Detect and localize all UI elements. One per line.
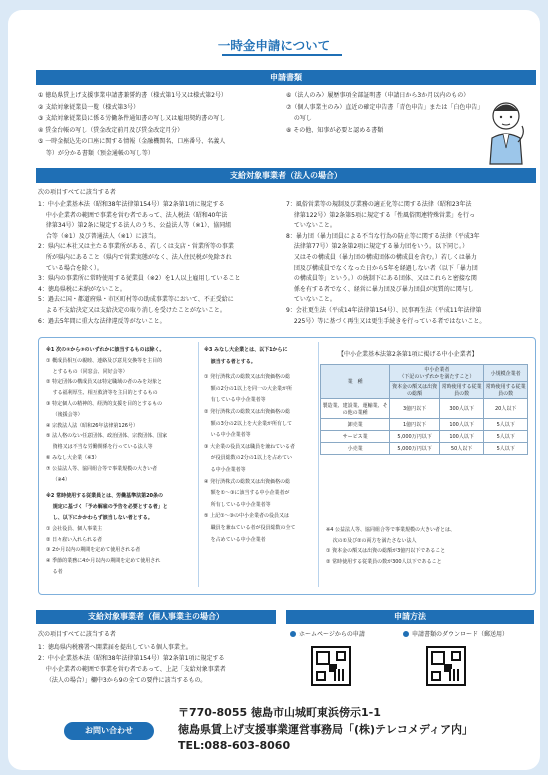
corp-requirement: 又はその構成員（暴力団の構成団体の構成員を含む。）若しくは暴力 <box>286 254 477 261</box>
note-line: 額の2分の1以上を同一の大企業が所 <box>204 385 292 392</box>
contact-office: 徳島県賃上げ支援事業運営事務局「(株)テレコメディア内」 <box>178 723 473 736</box>
table-cell: サービス業 <box>321 431 390 443</box>
apply-homepage-label: ホームページからの申請 <box>290 630 365 640</box>
document-item: の写し <box>286 115 312 122</box>
corp-requirement: 2：県内に本社又は主たる事業所がある、若しくは支店・営業所等の事業 <box>38 243 234 251</box>
document-item: ① 徳島県賃上げ支援事業申請書兼誓約書（様式第1号又は様式第2号） <box>38 92 227 99</box>
note-line: 有している中小企業者等 <box>204 397 266 404</box>
document-item: ⑥（法人のみ）履歴事項全部証明書（申請日から3か月以内のもの） <box>286 92 470 99</box>
corp-requirement: 団及び構成員でなくなった日から5年を経過しない者（以下「暴力団 <box>286 264 478 272</box>
table-cell: 1億円以下 <box>390 419 439 431</box>
table-cell: 3億円以下 <box>390 399 439 419</box>
note-line: 資格又は不当な労働関係を行っている法人等 <box>46 444 153 451</box>
table-header-small: 小規模企業者 <box>484 365 528 382</box>
individual-requirement: 中小企業者の範囲で事業を営む者であって、上記「支給対象事業者 <box>38 666 226 673</box>
table-row <box>321 399 528 419</box>
document-item: ③ 支給対象従業員に係る労働条件通知書の写し又は雇用契約書の写し <box>38 115 226 122</box>
note-line: 額を①〜③に該当する中小企業者が <box>204 490 290 497</box>
table-cell: 5人以下 <box>484 431 528 443</box>
download-qr-code[interactable] <box>426 646 466 686</box>
document-item: ⑦（個人事業主のみ）直近の確定申告書「青色申告」または「白色申告」 <box>286 103 484 111</box>
note-line: る者 <box>46 569 63 575</box>
table-row <box>321 443 528 455</box>
note-line: ※4 公益法人等、協同組合等で事業規模の大きい者とは、 <box>326 527 455 533</box>
note-line: 該当する者とする。 <box>204 358 256 365</box>
note-line: いる中小企業者等 <box>204 432 251 439</box>
note-line: ② 特定団体の構成員又は特定職域の者のみを対象と <box>46 379 163 386</box>
homepage-qr-code[interactable] <box>311 646 351 686</box>
table-cell: 50人以下 <box>439 443 484 455</box>
table-cell: 小売業 <box>321 443 390 455</box>
table-header-industry: 業 種 <box>321 365 390 399</box>
note-line: 規定に基づく「予め解雇の予告を必要とする者」と <box>46 504 168 511</box>
sme-table <box>320 364 528 455</box>
flyer-page <box>8 10 540 770</box>
documents-header: 申請書類 <box>36 70 536 85</box>
contact-address: 〒770-8055 徳島市山城町東浜傍示1-1 <box>178 706 381 719</box>
note-line: ① 会社役員、個人事業主 <box>46 525 103 532</box>
pin-icon <box>290 631 296 637</box>
note-line: ⑤ 法人格のない任意団体、政治団体、宗教団体、国家 <box>46 433 168 440</box>
pin-icon <box>403 631 409 637</box>
note-line: とするもの（同窓会、同好会等） <box>46 368 128 375</box>
document-item: ⑤ 一時金振込先の口座に関する情報（金融機関名、口座番号、名義人 <box>38 138 226 145</box>
corp-requirement: 中小企業者の範囲で事業を営む者であって、法人税法（昭和40年法 <box>38 211 228 219</box>
document-item: ② 支給対象従業員一覧（様式第3号） <box>38 103 140 111</box>
notes-divider <box>318 342 319 587</box>
note-line: （※4） <box>46 476 70 483</box>
corp-requirement: 合等（※1）及び普通法人（※1）に該当。 <box>38 232 160 240</box>
corp-requirement: の構成員等」という。）の統制下にある団体、又はこれらと密接な関 <box>286 275 477 283</box>
note-line: ⑥ みなし大企業（※3） <box>46 455 100 461</box>
corp-requirement: 1：中小企業基本法（昭和38年法律第154号）第2条第1項に規定する <box>38 201 225 208</box>
note-line: ⑦ 公益法人等、協同組合等で事業規模の大きい者 <box>46 465 158 472</box>
corp-requirement: 法律第77号）第2条第2項に規定する暴力団をいう。以下同じ。） <box>286 243 469 251</box>
note-line: を占めている中小企業者 <box>204 536 266 543</box>
individual-header: 支給対象事業者（個人事業主の場合） <box>36 610 276 624</box>
corp-requirement: ていないこと。 <box>286 296 336 304</box>
note-line: る中小企業者等 <box>204 467 246 473</box>
note-line: ③ 大企業の役員又は職員を兼ねている者 <box>204 443 295 450</box>
corp-requirement: 係を有する者でなく、経営に暴力団及び暴力団員が実質的に関与し <box>286 285 474 293</box>
apply-header: 申請方法 <box>286 610 534 624</box>
individual-requirement: （法人の場合）」欄中3から9の全ての要件に該当するもの。 <box>38 677 207 684</box>
note-line: 所有している中小企業者等 <box>204 501 271 508</box>
corp-requirement: 3：県内の事業所に常時使用する従業員（※2）を1人以上雇用していること <box>38 275 241 283</box>
corp-requirement: 6：過去5年間に重大な法律違反等がないこと。 <box>38 317 166 325</box>
note-line: し、以下にかかわらず該当しない者とする。 <box>46 515 153 521</box>
table-row <box>321 431 528 443</box>
individual-requirement: 2：中小企業基本法（昭和38年法律第154号）第2条第1項に規定する <box>38 655 225 662</box>
table-cell: 300人以下 <box>439 399 484 419</box>
note-line: 職員を兼ねている者が役員総数の全て <box>204 525 296 531</box>
individual-requirement: 1：徳島県内税務署へ開業届を提出している個人事業主。 <box>38 644 192 651</box>
note-line: ② 常時使用する従業員の数が300人以下であること <box>326 558 442 565</box>
note-line: ② 発行済株式の総数又は出資価格の総 <box>204 409 291 415</box>
table-header-small-employees: 常時使用する従業員の数 <box>484 382 528 399</box>
contact-button: お問い合わせ <box>64 722 154 740</box>
note-line: ※1 次の①から③のいずれかに該当するものは除く。 <box>46 347 165 353</box>
table-title: 【中小企業基本法第2条第1項に掲げる中小企業者】 <box>338 351 478 358</box>
table-cell: 20人以下 <box>484 399 528 419</box>
table-cell: 100人以下 <box>439 419 484 431</box>
note-line: （後援会等） <box>46 411 83 418</box>
corp-requirement: 7：風俗営業等の規制及び業務の適正化等に関する法律（昭和23年法 <box>286 201 472 208</box>
table-cell: 5,000万円以下 <box>390 431 439 443</box>
note-line: 額の3分の2以上を大企業が所有して <box>204 420 292 427</box>
corp-requirement: 5：過去に国・都道府県・市区町村等の助成事業等において、不正受給に <box>38 296 234 304</box>
table-cell: 5人以下 <box>484 419 528 431</box>
title-underline <box>222 54 342 56</box>
note-line: ③ 特定個人の精神的、経済的支援を目的とするもの <box>46 401 163 407</box>
corp-requirement: 8：暴力団（暴力団員による不当な行為の防止等に関する法律（平成3年 <box>286 232 480 240</box>
corp-requirement: ている場合を除く）。 <box>38 264 103 272</box>
corp-requirement: 所が県内にあること（県内で営業実態がなく、法人住民税が免除され <box>38 254 232 261</box>
corp-header: 支給対象事業者（法人の場合） <box>36 168 536 183</box>
corp-requirement: 9：会社更生法（平成14年法律第154号）、民事再生法（平成11年法律第 <box>286 307 482 314</box>
note-line: ※2 常時使用する従業員とは、労働基準法第20条の <box>46 493 164 500</box>
note-line: が役員総数の2分の1以上を占めてい <box>204 455 292 462</box>
note-line: する福利厚生、相互救済等を主目的とするもの <box>46 390 158 397</box>
table-header-sme: 中小企業者 （下記のいずれかを満たすこと） <box>390 365 484 382</box>
note-line: ※3 みなし大企業とは、以下1からに <box>204 347 288 353</box>
note-line: ④ 発行済株式の総数又は出資価格の総 <box>204 478 291 485</box>
document-item: ④ 賃金台帳の写し（賃金改定前月及び賃金改定月分） <box>38 126 184 134</box>
note-line: ① 資本金の額又は出資の総額が3億円以下であること <box>326 548 446 554</box>
table-header-employees: 常時使用する従業員の数 <box>439 382 484 399</box>
corp-requirement: 律第34号）第2条に規定する法人のうち、公益法人等（※1）、協同組 <box>38 222 232 230</box>
corp-requirement: 律第122号）第2条第5項に規定する「性風俗関連特殊営業」を行っ <box>286 211 475 219</box>
page-title: 一時金申請について <box>217 38 331 53</box>
contact-tel: TEL:088-603-8060 <box>178 739 291 752</box>
document-item: ⑧ その他、知事が必要と認める書類 <box>286 126 384 134</box>
table-header-capital: 資本金の額又は出資の総額 <box>390 382 439 399</box>
note-line: ① 概成員相互の親睦、連絡及び意見交換等を主目的 <box>46 357 163 364</box>
note-line: ④ 季節的業務に4か月以内の期間を定めて使用され <box>46 558 161 565</box>
table-row <box>321 419 528 431</box>
note-line: 次の①及び②の両方を満たさない法人 <box>326 537 417 544</box>
table-cell: 卸売業 <box>321 419 390 431</box>
corp-requirement: ていないこと。 <box>286 222 336 230</box>
corp-intro: 次の項目すべてに該当する者 <box>38 189 116 196</box>
person-thinking-icon <box>482 96 534 166</box>
corp-requirement: 4：徳島県税に未納がないこと。 <box>38 285 126 293</box>
table-cell: 製造業、建設業、運輸業、その他の業種 <box>321 399 390 419</box>
table-cell: 5,000万円以下 <box>390 443 439 455</box>
table-cell: 5人以下 <box>484 443 528 455</box>
corp-requirement: よる不支給決定又は支給決定の取り消しを受けたことがないこと。 <box>38 307 226 314</box>
table-cell: 100人以下 <box>439 431 484 443</box>
note-line: ② 日々雇い入れられる者 <box>46 536 103 543</box>
document-item: 等）が分かる書類（預金通帳の写し等） <box>38 149 154 157</box>
notes-divider <box>198 342 199 587</box>
note-line: ④ 宗教法人法（昭和26年法律第126号） <box>46 422 138 429</box>
apply-download-label: 申請書類のダウンロード（郵送用） <box>403 630 508 640</box>
corp-requirement: 225号）等に基づく再生又は更生手続きを行っている者ではないこと。 <box>286 317 486 325</box>
note-line: ① 発行済株式の総数又は出資価格の総 <box>204 374 291 381</box>
note-line: ③ 2か月以内の期間を定めて使用される者 <box>46 547 141 554</box>
individual-intro: 次の項目すべてに該当する者 <box>38 631 116 638</box>
note-line: ⑤ 上記①〜③の中小企業者の役員又は <box>204 513 290 520</box>
